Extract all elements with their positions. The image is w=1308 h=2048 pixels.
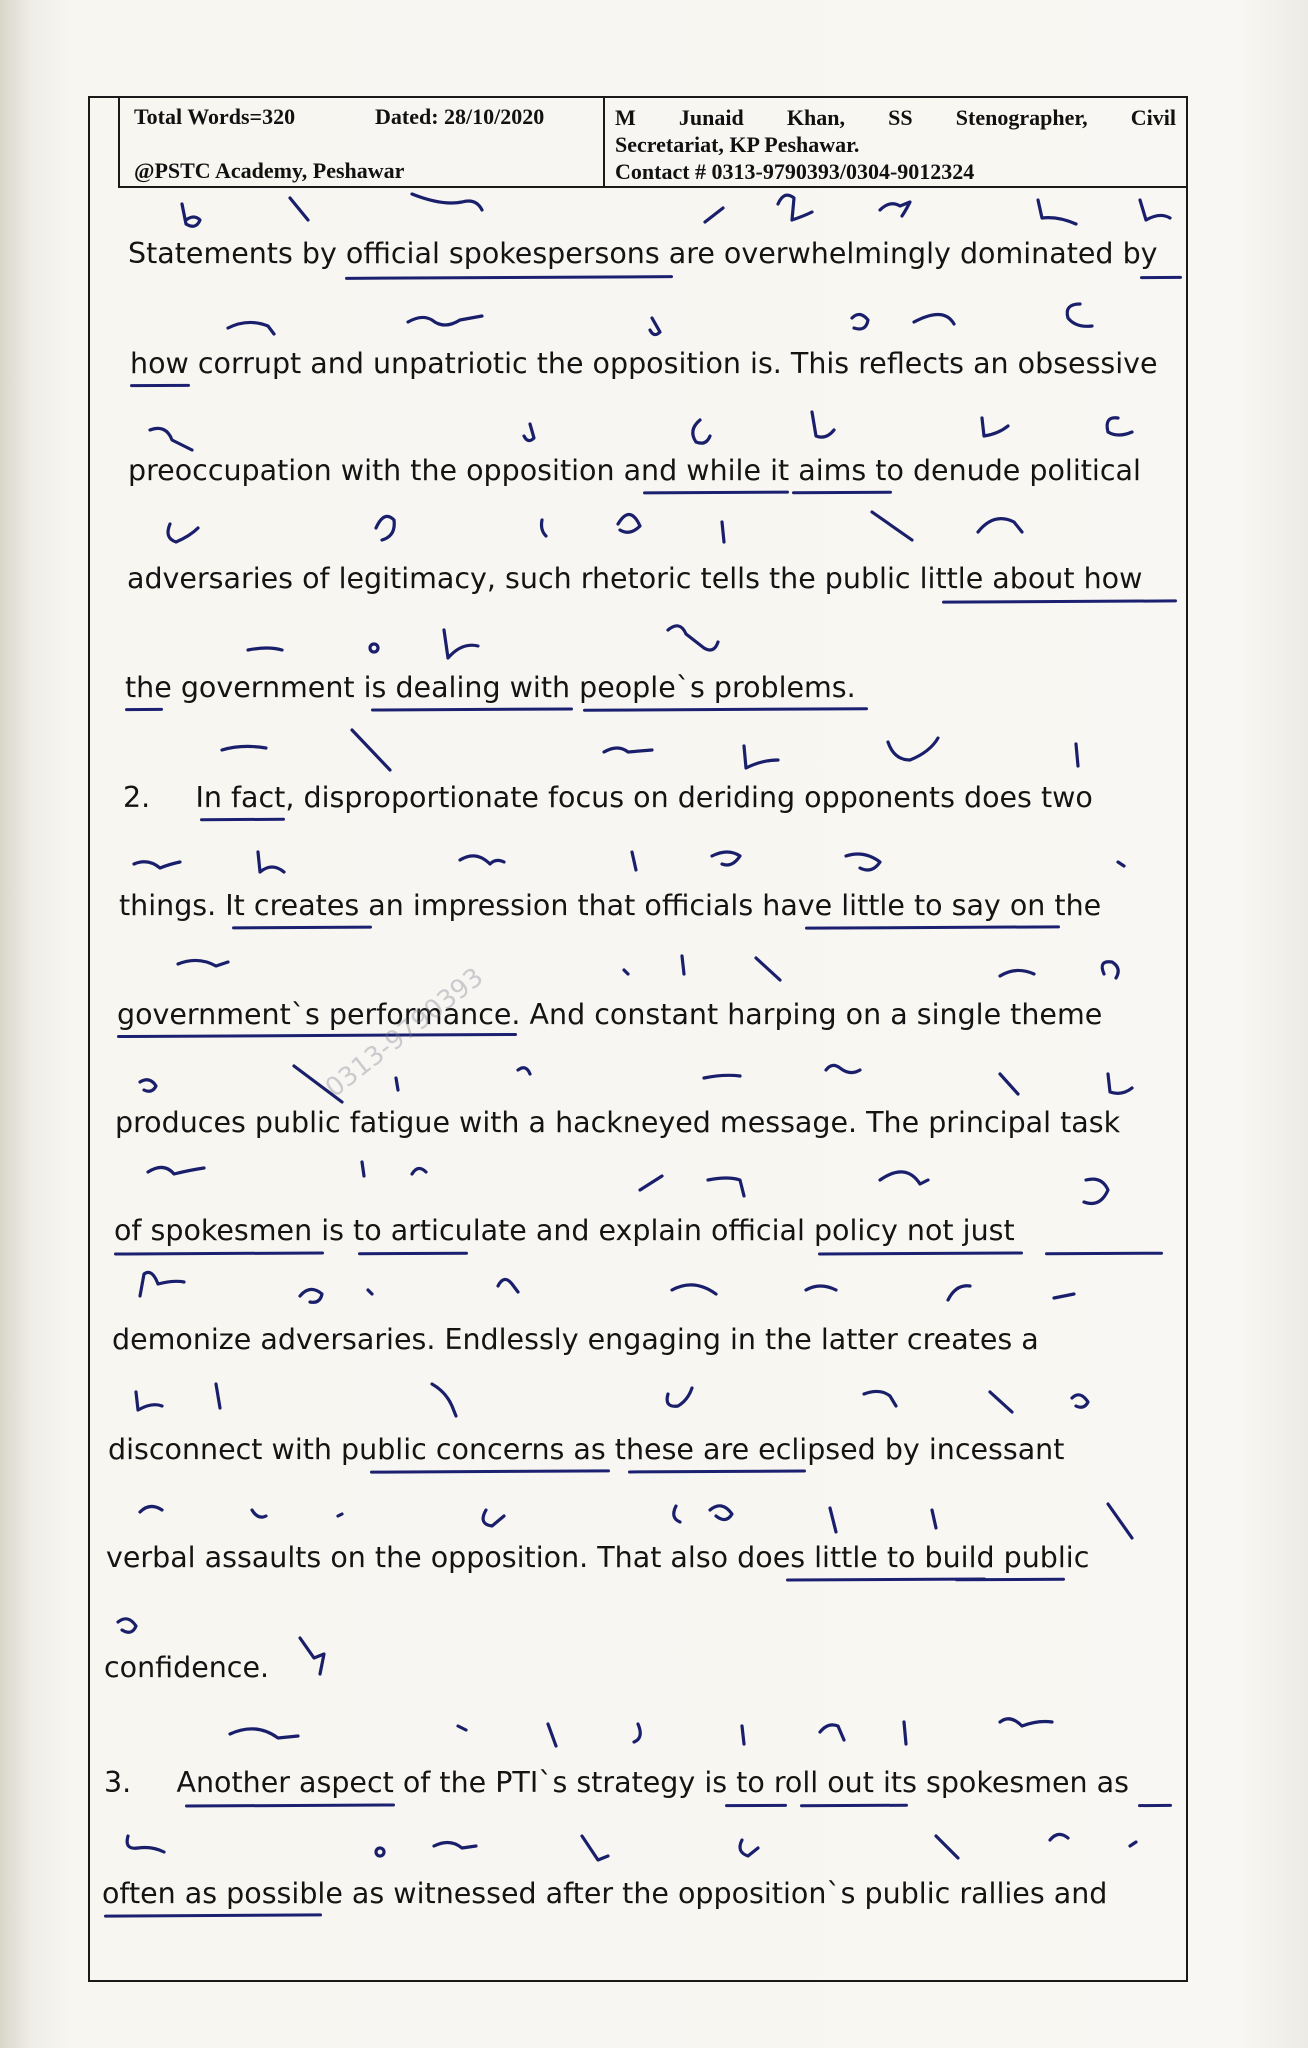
text-line: Statements by official spokespersons are overwhelmingly dominated by — [128, 237, 1158, 270]
text-line: confidence. — [104, 1651, 270, 1684]
underline — [800, 1804, 908, 1808]
underline — [792, 491, 892, 495]
underline — [125, 708, 163, 711]
text-line: demonize adversaries. Endlessly engaging in the latter creates a — [112, 1323, 1039, 1356]
text-line: 2. In fact, disproportionate focus on deriding opponents does two — [123, 781, 1093, 814]
text-line: 3. Another aspect of the PTI`s strategy is to roll out its spokesmen as — [104, 1766, 1129, 1799]
text-line: the government is dealing with people`s problems. — [125, 671, 856, 704]
author-line-2: Secretariat, KP Peshawar. — [615, 132, 860, 157]
underline — [200, 818, 285, 821]
author-word: Khan, — [786, 105, 845, 130]
author-word: Civil — [1130, 105, 1176, 130]
text-line: produces public fatigue with a hackneyed message. The principal task — [115, 1106, 1121, 1139]
underline — [1140, 276, 1182, 279]
text-line: often as possible as witnessed after the opposition`s public rallies and — [102, 1877, 1108, 1910]
author-word: Junaid — [678, 105, 744, 130]
underline — [130, 384, 190, 387]
header-left-cell — [120, 98, 605, 186]
text-line: verbal assaults on the opposition. That also does little to build public — [106, 1541, 1090, 1574]
text-line: of spokesmen is to articulate and explain official policy not just — [114, 1214, 1015, 1247]
text-line: how corrupt and unpatriotic the opposition is. This reflects an obsessive — [130, 347, 1158, 380]
dated: Dated: 28/10/2020 — [375, 104, 545, 129]
underline — [358, 1252, 468, 1256]
author-line — [615, 104, 1176, 131]
total-words: Total Words=320 — [134, 104, 296, 129]
text-line: government`s performance. And constant harping on a single theme — [117, 998, 1103, 1031]
underline — [725, 1804, 787, 1807]
text-line: preoccupation with the opposition and while it aims to denude political — [128, 454, 1141, 487]
contact-number: Contact # 0313-9790393/0304-9012324 — [615, 159, 975, 184]
author-word: M — [615, 105, 636, 130]
header-right-cell — [605, 98, 1186, 186]
author-word: SS — [888, 105, 913, 130]
watermark-text: 0313-9790393 — [320, 962, 490, 1104]
underline — [1045, 1252, 1163, 1256]
underline — [955, 1578, 1065, 1582]
academy-name: @PSTC Academy, Peshawar — [134, 158, 405, 183]
underline — [1138, 1804, 1172, 1807]
header-box — [118, 96, 1188, 188]
text-line: adversaries of legitimacy, such rhetoric tells the public little about how — [127, 562, 1143, 595]
text-line: disconnect with public concerns as these are eclipsed by incessant — [108, 1433, 1065, 1466]
text-line: things. It creates an impression that officials have little to say on the — [119, 889, 1102, 922]
author-word: Stenographer, — [955, 105, 1088, 130]
